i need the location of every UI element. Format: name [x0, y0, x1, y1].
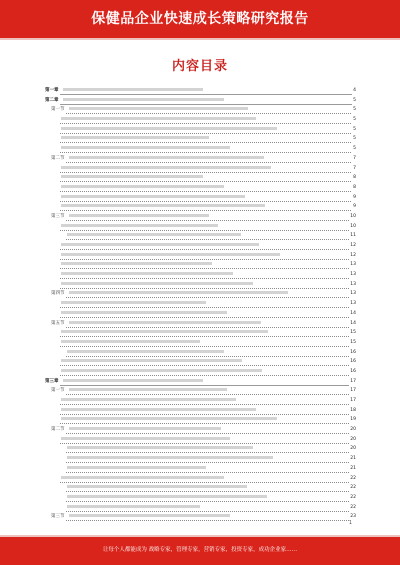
toc-entry-text-placeholder	[61, 204, 265, 207]
toc-entry-page: 22	[350, 494, 356, 500]
toc-entry-page: 17	[350, 398, 356, 404]
toc-entry-text-placeholder	[61, 127, 277, 130]
toc-entry[interactable]	[51, 289, 355, 298]
toc-entry-page: 17	[350, 378, 356, 384]
toc-entry-text-placeholder	[61, 301, 206, 304]
toc-entry-text-placeholder	[67, 485, 247, 488]
toc-entry-label: 第四节	[51, 291, 65, 297]
toc-entry[interactable]	[59, 367, 355, 376]
toc-entry-page: 7	[353, 155, 356, 161]
toc-entry-text-placeholder	[63, 98, 224, 101]
toc-entry-label	[59, 475, 60, 483]
toc-entry-text-placeholder	[61, 175, 203, 178]
toc-entry[interactable]	[59, 222, 355, 231]
toc-entry-page: 10	[350, 213, 356, 219]
toc-entry-page: 5	[353, 136, 356, 142]
toc-entry-page: 11	[350, 233, 356, 239]
toc-entry-page: 20	[350, 446, 356, 452]
toc-entry-text-placeholder	[67, 446, 253, 449]
toc-entry-label: 第三节	[51, 213, 65, 219]
toc-entry-text-placeholder	[61, 224, 218, 227]
toc-entry-label	[59, 416, 60, 424]
toc-entry-label	[59, 116, 60, 124]
toc-entry-label	[59, 310, 60, 318]
toc-entry-page: 5	[353, 146, 356, 152]
toc-entry-page: 13	[350, 281, 356, 287]
toc-entry[interactable]	[59, 396, 355, 405]
toc-entry-text-placeholder	[61, 437, 230, 440]
toc-entry-label	[59, 329, 60, 337]
toc-entry-label	[59, 368, 60, 376]
toc-entry[interactable]	[51, 425, 355, 434]
toc-entry-page: 4	[353, 88, 356, 93]
toc-entry-text-placeholder	[61, 272, 233, 275]
toc-entry-page: 16	[350, 368, 356, 374]
toc-entry[interactable]	[51, 386, 355, 395]
toc-entry[interactable]	[65, 444, 355, 453]
toc-entry[interactable]	[65, 503, 355, 512]
toc-entry-text-placeholder	[61, 417, 277, 420]
toc-entry[interactable]	[59, 144, 355, 153]
toc-heading: 内容目录	[171, 59, 228, 74]
toc-entry-page: 20	[350, 436, 356, 442]
toc-entry-text-placeholder	[63, 88, 203, 91]
toc-entry-text-placeholder	[61, 117, 256, 120]
toc-entry-label	[59, 203, 60, 211]
toc-entry[interactable]	[65, 464, 355, 473]
toc-entry-label	[65, 504, 66, 512]
toc-entry-page: 20	[350, 427, 356, 433]
toc-entry-label: 第二节	[51, 155, 65, 161]
toc-entry-page: 8	[353, 184, 356, 190]
toc-entry-label	[65, 465, 66, 473]
toc-entry-text-placeholder	[61, 185, 224, 188]
toc-entry[interactable]	[59, 357, 355, 366]
toc-entry-text-placeholder	[69, 214, 209, 217]
toc-entry[interactable]	[59, 241, 355, 250]
toc-entry-label	[59, 397, 60, 405]
toc-entry[interactable]	[59, 328, 355, 337]
toc-entry-text-placeholder	[67, 456, 273, 459]
toc-entry-text-placeholder	[61, 166, 271, 169]
toc-entry[interactable]	[51, 512, 355, 521]
toc-entry[interactable]	[65, 483, 355, 492]
toc-entry-page: 15	[350, 330, 356, 336]
toc-entry-page: 7	[353, 165, 356, 171]
toc-entry-label	[59, 358, 60, 366]
toc-entry-page: 5	[353, 107, 356, 113]
toc-entry-label	[65, 232, 66, 240]
toc-entry-label	[59, 165, 60, 173]
toc-entry-text-placeholder	[61, 340, 200, 343]
toc-entry-text-placeholder	[61, 398, 236, 401]
toc-entry-label	[59, 339, 60, 347]
toc-entry-label	[59, 281, 60, 289]
toc-entry-page: 5	[353, 126, 356, 132]
toc-entry-page: 16	[350, 349, 356, 355]
toc-entry[interactable]	[59, 115, 355, 124]
toc-entry-text-placeholder	[61, 282, 253, 285]
toc-entry-text-placeholder	[63, 379, 203, 382]
toc-entry-text-placeholder	[61, 330, 268, 333]
toc-entry-text-placeholder	[61, 253, 280, 256]
toc-entry[interactable]	[65, 493, 355, 502]
report-header-bar	[0, 0, 400, 38]
toc-entry-label	[59, 252, 60, 260]
toc-entry[interactable]	[59, 134, 355, 143]
toc-entry-label	[65, 445, 66, 453]
toc-entry-label	[59, 407, 60, 415]
toc-chapter-entry[interactable]	[45, 377, 355, 386]
toc-entry[interactable]	[59, 270, 355, 279]
toc-entry-label	[59, 271, 60, 279]
toc-entry-page: 10	[350, 223, 356, 229]
toc-entry-label	[65, 349, 66, 357]
toc-entry-page: 22	[350, 475, 356, 481]
toc-entry-page: 17	[350, 388, 356, 394]
toc-entry[interactable]	[59, 173, 355, 182]
toc-entry-text-placeholder	[69, 514, 230, 517]
toc-entry[interactable]	[59, 202, 355, 211]
toc-entry-label: 第二章	[45, 97, 59, 103]
toc-entry-page: 12	[350, 252, 356, 258]
toc-entry[interactable]	[59, 280, 355, 289]
toc-entry[interactable]	[59, 125, 355, 134]
toc-entry-page: 12	[350, 243, 356, 249]
toc-entry-label	[65, 484, 66, 492]
toc-entry[interactable]	[59, 309, 355, 318]
toc-entry-text-placeholder	[69, 321, 261, 324]
toc-entry-text-placeholder	[61, 369, 262, 372]
toc-entry-text-placeholder	[61, 311, 227, 314]
toc-entry-label: 第三章	[45, 378, 59, 384]
toc-entry-label	[59, 135, 60, 143]
toc-entry-page: 22	[350, 485, 356, 491]
toc-entry-label: 第三节	[51, 514, 65, 520]
toc-entry-page: 5	[353, 97, 356, 103]
toc-entry-page: 19	[350, 417, 356, 423]
toc-entry[interactable]	[65, 231, 355, 240]
toc-list	[45, 86, 355, 522]
toc-entry-label	[59, 436, 60, 444]
report-footer-bar	[0, 537, 400, 565]
toc-entry[interactable]	[59, 406, 355, 415]
toc-entry-page: 23	[350, 514, 356, 520]
toc-entry-text-placeholder	[61, 195, 245, 198]
toc-entry[interactable]	[59, 251, 355, 260]
toc-entry[interactable]	[59, 474, 355, 483]
toc-entry-text-placeholder	[61, 243, 259, 246]
toc-entry-text-placeholder	[67, 466, 206, 469]
toc-entry-text-placeholder	[69, 156, 264, 159]
toc-entry-label	[65, 455, 66, 463]
toc-entry-text-placeholder	[69, 107, 248, 110]
toc-entry-label	[59, 145, 60, 153]
toc-entry[interactable]	[51, 212, 355, 221]
toc-entry-text-placeholder	[67, 350, 224, 353]
toc-entry-text-placeholder	[61, 359, 242, 362]
header-divider	[0, 38, 400, 40]
toc-entry[interactable]	[59, 338, 355, 347]
toc-entry-page: 13	[350, 262, 356, 268]
toc-entry-label: 第二节	[51, 427, 65, 433]
toc-entry[interactable]	[59, 193, 355, 202]
toc-entry-page: 8	[353, 175, 356, 181]
toc-entry-text-placeholder	[67, 505, 200, 508]
toc-entry-page: 18	[350, 407, 356, 413]
toc-entry-label	[59, 194, 60, 202]
toc-chapter-entry[interactable]	[45, 86, 355, 95]
toc-entry-page: 9	[353, 194, 356, 200]
toc-entry[interactable]	[65, 454, 355, 463]
toc-entry[interactable]	[59, 299, 355, 308]
toc-entry-page: 9	[353, 204, 356, 210]
toc-entry-page: 14	[350, 310, 356, 316]
report-title: 保健品企业快速成长策略研究报告	[91, 11, 309, 27]
toc-entry-label	[59, 184, 60, 192]
toc-entry[interactable]	[51, 319, 355, 328]
toc-entry[interactable]	[59, 435, 355, 444]
toc-entry-page: 15	[350, 339, 356, 345]
toc-entry-text-placeholder	[69, 427, 221, 430]
toc-entry-label	[59, 223, 60, 231]
toc-entry-text-placeholder	[61, 262, 212, 265]
toc-entry-page: 13	[350, 301, 356, 307]
toc-entry-text-placeholder	[69, 388, 227, 391]
toc-entry-label: 第一节	[51, 107, 65, 113]
toc-entry-label	[59, 261, 60, 269]
toc-entry-label: 第一节	[51, 388, 65, 394]
toc-entry[interactable]	[51, 105, 355, 114]
toc-entry[interactable]	[59, 415, 355, 424]
toc-entry-page: 5	[353, 117, 356, 123]
footer-slogan: 让每个人都能成为 战略专家，管理专家，营销专家，投资专家，成功企业家……	[102, 547, 298, 553]
page-number: 1	[348, 520, 352, 526]
toc-chapter-entry[interactable]	[45, 96, 355, 105]
toc-entry-label: 第五节	[51, 320, 65, 326]
toc-entry-page: 16	[350, 359, 356, 365]
toc-entry[interactable]	[51, 154, 355, 163]
toc-entry-text-placeholder	[67, 495, 267, 498]
toc-entry-page: 13	[350, 272, 356, 278]
toc-entry-label: 第一章	[45, 88, 59, 93]
toc-entry-page: 14	[350, 320, 356, 326]
toc-entry-page: 21	[350, 456, 356, 462]
toc-entry[interactable]	[59, 183, 355, 192]
toc-entry-text-placeholder	[61, 408, 256, 411]
toc-entry-page: 21	[350, 465, 356, 471]
toc-entry-text-placeholder	[69, 291, 288, 294]
toc-entry-label	[59, 300, 60, 308]
toc-entry-page: 22	[350, 504, 356, 510]
toc-entry-label	[65, 494, 66, 502]
toc-entry-label	[59, 174, 60, 182]
toc-entry-text-placeholder	[61, 136, 209, 139]
toc-entry[interactable]	[59, 260, 355, 269]
toc-entry[interactable]	[59, 164, 355, 173]
toc-entry-text-placeholder	[67, 233, 241, 236]
toc-entry-page: 13	[350, 291, 356, 297]
toc-entry-label	[59, 242, 60, 250]
toc-entry-text-placeholder	[61, 146, 230, 149]
toc-entry[interactable]	[65, 348, 355, 357]
toc-entry-text-placeholder	[61, 476, 224, 479]
toc-entry-label	[59, 126, 60, 134]
